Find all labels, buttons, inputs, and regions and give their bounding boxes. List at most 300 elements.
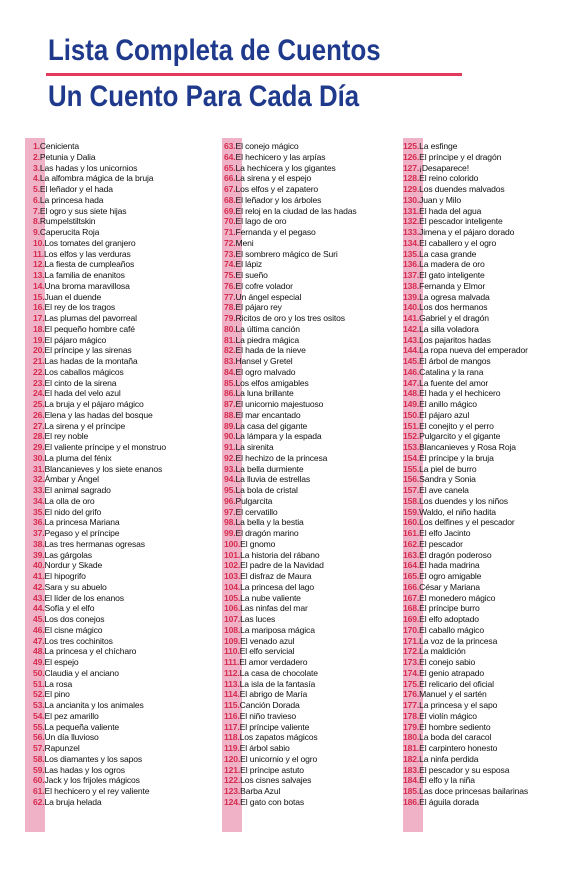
story-title: Un ángel especial <box>235 291 302 302</box>
story-item <box>403 324 563 335</box>
story-item <box>224 184 397 195</box>
story-number: 170. <box>403 624 420 635</box>
story-title: Gabriel y el dragón <box>419 313 489 323</box>
story-title: La bella durmiente <box>235 463 304 474</box>
story-title: La madera de oro <box>419 259 485 270</box>
story-title: La piedra mágica <box>235 334 300 345</box>
story-item <box>33 700 200 711</box>
story-number: 48. <box>33 646 45 657</box>
story-item <box>224 689 397 700</box>
story-item <box>403 378 563 389</box>
story-item <box>224 195 397 206</box>
story-title: Rapunzel <box>44 743 80 753</box>
story-title: El leñador y los árboles <box>235 194 322 205</box>
story-item <box>33 227 200 238</box>
story-title: El gato inteligente <box>419 270 485 280</box>
story-number: 165. <box>403 571 420 581</box>
story-item <box>403 410 563 421</box>
story-number: 133. <box>403 227 420 237</box>
story-title: El conejo sabio <box>419 657 476 667</box>
title-line-2: Un Cuento Para Cada Día <box>48 80 360 113</box>
story-title: Los dos hermanos <box>419 302 488 313</box>
story-item <box>33 582 200 593</box>
story-item <box>403 754 563 765</box>
story-number: 90. <box>224 431 236 442</box>
story-title: La ogresa malvada <box>419 291 490 302</box>
story-item <box>403 184 563 195</box>
story-item <box>33 270 200 281</box>
story-item <box>33 474 200 485</box>
story-number: 182. <box>403 753 420 764</box>
story-number: 155. <box>403 463 420 474</box>
story-title: Jack y los frijoles mágicos <box>44 775 140 786</box>
story-item <box>33 593 200 604</box>
story-number: 142. <box>403 323 420 334</box>
story-title: El hada del agua <box>419 205 482 216</box>
story-number: 52. <box>33 689 45 700</box>
story-number: 132. <box>403 216 420 227</box>
story-title: El conejito y el perro <box>419 420 494 431</box>
story-item <box>224 173 397 184</box>
story-number: 136. <box>403 259 420 270</box>
story-title: El espejo <box>44 657 79 667</box>
story-item <box>33 173 200 184</box>
story-item <box>33 388 200 399</box>
story-item <box>33 786 200 797</box>
story-item <box>403 582 563 593</box>
story-item <box>224 593 397 604</box>
story-number: 30. <box>33 452 45 463</box>
story-title: El monedero mágico <box>419 592 496 603</box>
story-number: 154. <box>403 452 420 463</box>
story-title: El gato con botas <box>240 796 304 807</box>
story-item <box>224 313 397 324</box>
story-title: Los tres cochinitos <box>44 635 113 646</box>
story-number: 3. <box>33 162 40 173</box>
story-number: 171. <box>403 635 420 646</box>
story-number: 115. <box>224 700 240 710</box>
story-item <box>403 388 563 399</box>
story-item <box>403 614 563 625</box>
story-number: 172. <box>403 646 420 657</box>
story-number: 183. <box>403 764 420 775</box>
story-title: La lluvia de estrellas <box>235 474 311 485</box>
story-title: Los caballos mágicos <box>44 366 124 377</box>
story-item <box>224 743 397 754</box>
story-title: Catalina y la rana <box>419 366 484 377</box>
story-item <box>33 636 200 647</box>
story-number: 64. <box>224 151 236 162</box>
story-item <box>33 775 200 786</box>
story-number: 59. <box>33 764 45 775</box>
story-title: La bruja helada <box>44 796 102 807</box>
story-title: El cervatillo <box>235 506 278 517</box>
story-title: La casa grande <box>419 248 477 259</box>
story-title: El príncipe burro <box>419 603 480 614</box>
story-number: 72. <box>224 237 236 248</box>
story-item <box>33 732 200 743</box>
story-title: La fuente del amor <box>419 377 489 388</box>
story-title: El hombre sediento <box>419 721 491 732</box>
story-item <box>403 507 563 518</box>
story-number: 128. <box>403 173 420 184</box>
story-item <box>403 560 563 571</box>
story-item <box>33 324 200 335</box>
story-item <box>224 367 397 378</box>
story-item <box>403 141 563 152</box>
story-number: 113. <box>224 678 240 689</box>
story-number: 131. <box>403 205 420 216</box>
story-number: 42. <box>33 581 45 592</box>
story-title: El animal sagrado <box>44 485 111 495</box>
story-item <box>224 582 397 593</box>
story-item <box>403 496 563 507</box>
story-item <box>403 539 563 550</box>
story-number: 135. <box>403 248 420 259</box>
story-number: 69. <box>224 205 236 216</box>
story-item <box>403 335 563 346</box>
story-number: 122. <box>224 775 241 786</box>
story-title: El pequeño hombre café <box>44 323 135 334</box>
story-number: 177. <box>403 700 420 710</box>
story-item <box>33 356 200 367</box>
story-number: 21. <box>33 356 45 366</box>
story-number: 112. <box>224 667 240 678</box>
story-title: La princesa y el sapo <box>419 700 498 710</box>
story-item <box>403 216 563 227</box>
story-item <box>403 302 563 313</box>
story-title: El elfo adoptado <box>419 614 479 624</box>
story-title: El elfo Jacinto <box>419 528 471 538</box>
story-title: El violín mágico <box>419 710 477 721</box>
story-item <box>403 668 563 679</box>
story-item <box>403 399 563 410</box>
story-title: El príncipe y la bruja <box>419 452 494 463</box>
story-item <box>224 249 397 260</box>
story-title: Los pajaritos hadas <box>419 334 491 345</box>
story-title: Las tres hermanas ogresas <box>44 538 145 549</box>
story-title: Un día lluvioso <box>44 732 99 743</box>
story-number: 186. <box>403 796 420 807</box>
story-item <box>403 603 563 614</box>
story-number: 7. <box>33 205 40 216</box>
story-item <box>403 797 563 808</box>
story-title: El ogro malvado <box>235 366 296 377</box>
story-item <box>403 249 563 260</box>
story-title: El gnomo <box>240 538 276 549</box>
story-number: 120. <box>224 753 241 764</box>
story-number: 181. <box>403 743 420 753</box>
story-number: 34. <box>33 495 45 506</box>
story-title: Los dos conejos <box>44 614 105 624</box>
story-item <box>33 421 200 432</box>
story-title: Rumpelstiltskin <box>39 216 96 227</box>
story-title: El caballo mágico <box>419 624 484 635</box>
story-number: 24. <box>33 388 45 399</box>
story-item <box>33 216 200 227</box>
story-title: Ricitos de oro y los tres ositos <box>235 313 345 323</box>
story-column-1 <box>25 138 200 832</box>
story-item <box>224 786 397 797</box>
story-item <box>224 625 397 636</box>
story-number: 104. <box>224 581 241 592</box>
story-number: 57. <box>33 743 45 753</box>
story-item <box>33 539 200 550</box>
story-title: El hada de la nieve <box>235 345 306 356</box>
story-number: 83. <box>224 356 236 366</box>
story-number: 89. <box>224 420 236 431</box>
story-item <box>224 603 397 614</box>
story-number: 99. <box>224 528 236 538</box>
story-title: El pino <box>44 689 70 700</box>
story-item <box>403 173 563 184</box>
story-number: 167. <box>403 592 420 603</box>
story-title: La luna brillante <box>235 388 294 399</box>
story-title: La isla de la fantasía <box>239 678 316 689</box>
story-number: 175. <box>403 678 420 689</box>
story-list <box>224 138 397 808</box>
story-item <box>33 238 200 249</box>
story-title: El padre de la Navidad <box>240 560 324 571</box>
story-number: 73. <box>224 248 236 259</box>
story-item <box>224 302 397 313</box>
story-title: El reino colorido <box>419 173 479 184</box>
story-item <box>403 528 563 539</box>
story-title: La olla de oro <box>44 495 95 506</box>
story-item <box>403 313 563 324</box>
story-title: El cinto de la sirena <box>44 377 117 388</box>
story-title: El rey noble <box>44 431 89 442</box>
story-number: 91. <box>224 442 236 452</box>
story-item <box>224 227 397 238</box>
story-title: La pequeña valiente <box>44 721 120 732</box>
story-item <box>33 507 200 518</box>
story-item <box>33 410 200 421</box>
story-number: 23. <box>33 377 45 388</box>
story-title: Claudia y el anciano <box>44 667 119 678</box>
story-item <box>403 765 563 776</box>
story-title: El líder de los enanos <box>44 592 124 603</box>
story-item <box>224 775 397 786</box>
story-title: Pegaso y el príncipe <box>44 528 120 538</box>
story-item <box>224 732 397 743</box>
story-item <box>33 464 200 475</box>
story-number: 101. <box>224 549 241 560</box>
story-title: El hechizo de la princesa <box>235 452 328 463</box>
story-title: El abrigo de María <box>239 689 308 700</box>
story-title: La princesa y el chícharo <box>44 646 137 657</box>
story-number: 114. <box>224 689 240 700</box>
story-item <box>403 152 563 163</box>
story-title: La ninfa perdida <box>419 753 479 764</box>
story-number: 8. <box>33 216 40 227</box>
story-title: La princesa del lago <box>240 581 315 592</box>
story-number: 32. <box>33 474 45 485</box>
story-number: 80. <box>224 323 236 334</box>
story-title: El nido del grifo <box>44 506 102 517</box>
story-item <box>224 431 397 442</box>
story-number: 117. <box>224 721 240 732</box>
story-number: 162. <box>403 538 420 549</box>
story-number: 149. <box>403 399 420 409</box>
story-title: El mar encantado <box>235 409 301 420</box>
story-title: El carpintero honesto <box>419 743 498 753</box>
story-number: 47. <box>33 635 45 646</box>
story-number: 29. <box>33 442 45 452</box>
story-item <box>224 474 397 485</box>
story-item <box>403 485 563 496</box>
story-title: Caperucita Roja <box>39 227 100 237</box>
story-number: 106. <box>224 603 241 614</box>
story-title: La sirena y el príncipe <box>44 420 126 431</box>
story-title: La princesa Mariana <box>44 517 120 528</box>
story-number: 84. <box>224 366 236 377</box>
story-title: El venado azul <box>240 635 295 646</box>
story-number: 31. <box>33 463 45 474</box>
story-number: 164. <box>403 560 420 571</box>
story-number: 18. <box>33 323 45 334</box>
story-item <box>403 195 563 206</box>
story-item <box>403 421 563 432</box>
story-number: 97. <box>224 506 236 517</box>
story-title: El pescador inteligente <box>419 216 503 227</box>
story-number: 157. <box>403 485 420 495</box>
story-item <box>224 141 397 152</box>
story-title: Las hadas de la montaña <box>44 356 138 366</box>
story-number: 37. <box>33 528 45 538</box>
story-number: 138. <box>403 280 420 291</box>
story-title: El valiente príncipe y el monstruo <box>44 442 166 452</box>
story-item <box>224 485 397 496</box>
story-number: 109. <box>224 635 241 646</box>
story-number: 123. <box>224 786 241 796</box>
story-item <box>224 292 397 303</box>
story-title: Los elfos y el zapatero <box>235 184 319 194</box>
story-number: 141. <box>403 313 420 323</box>
story-title: Sofía y el elfo <box>44 603 95 614</box>
story-number: 14. <box>33 280 45 291</box>
story-item <box>33 754 200 765</box>
story-title: Pulgarcita <box>235 495 273 506</box>
story-item <box>403 281 563 292</box>
story-item <box>403 238 563 249</box>
story-title: La princesa hada <box>39 194 104 205</box>
story-item <box>33 302 200 313</box>
story-item <box>224 507 397 518</box>
story-number: 169. <box>403 614 420 624</box>
story-list <box>33 138 200 808</box>
story-item <box>224 399 397 410</box>
story-title: El cofre volador <box>235 280 293 291</box>
story-number: 79. <box>224 313 236 323</box>
story-item <box>33 431 200 442</box>
story-number: 130. <box>403 194 420 205</box>
story-item <box>224 324 397 335</box>
story-title: Elena y las hadas del bosque <box>44 409 153 420</box>
story-number: 88. <box>224 409 236 420</box>
story-item <box>403 711 563 722</box>
story-number: 86. <box>224 388 236 399</box>
story-number: 28. <box>33 431 45 442</box>
story-title: La ropa nueva del emperador <box>419 345 528 356</box>
story-title: Barba Azul <box>240 786 281 796</box>
story-number: 108. <box>224 624 241 635</box>
story-number: 5. <box>33 184 40 194</box>
story-item <box>33 765 200 776</box>
story-item <box>403 625 563 636</box>
story-title: El pez amarillo <box>44 710 99 721</box>
story-title: Petunia y Dalia <box>39 151 96 162</box>
story-item <box>403 700 563 711</box>
story-item <box>33 603 200 614</box>
story-number: 174. <box>403 667 420 678</box>
story-number: 146. <box>403 366 420 377</box>
story-title: El niño travieso <box>239 710 297 721</box>
story-number: 17. <box>33 313 45 323</box>
story-number: 65. <box>224 162 236 173</box>
story-title: La alfombra mágica de la bruja <box>39 173 154 184</box>
story-number: 137. <box>403 270 420 280</box>
story-item <box>33 281 200 292</box>
story-item <box>403 517 563 528</box>
story-number: 1. <box>33 141 40 151</box>
story-number: 56. <box>33 732 45 743</box>
story-item <box>403 453 563 464</box>
story-item <box>403 743 563 754</box>
story-number: 143. <box>403 334 420 345</box>
story-number: 100. <box>224 538 241 549</box>
story-title: El águila dorada <box>419 796 479 807</box>
story-item <box>33 378 200 389</box>
story-title: Hansel y Gretel <box>235 356 293 366</box>
story-title: El príncipe astuto <box>240 764 304 775</box>
story-number: 55. <box>33 721 45 732</box>
story-title: La mariposa mágica <box>240 624 315 635</box>
story-item <box>224 163 397 174</box>
story-number: 96. <box>224 495 236 506</box>
story-number: 6. <box>33 194 40 205</box>
story-item <box>33 206 200 217</box>
story-title: El hechicero y el rey valiente <box>44 786 150 796</box>
story-title: Los duendes malvados <box>419 184 505 194</box>
story-number: 62. <box>33 796 45 807</box>
story-number: 38. <box>33 538 45 549</box>
story-number: 58. <box>33 753 45 764</box>
story-title: El genio atrapado <box>419 667 484 678</box>
story-column-3 <box>403 138 563 832</box>
story-title: La silla voladora <box>419 323 479 334</box>
story-title: La casa del gigante <box>235 420 308 431</box>
story-number: 27. <box>33 420 45 431</box>
title-divider <box>46 73 462 76</box>
story-number: 95. <box>224 485 236 495</box>
story-title: La historia del rábano <box>240 549 320 560</box>
story-title: El reloj en la ciudad de las hadas <box>235 205 357 216</box>
story-number: 45. <box>33 614 45 624</box>
story-item <box>33 485 200 496</box>
story-title: El hada madrina <box>419 560 480 571</box>
story-item <box>33 528 200 539</box>
story-number: 53. <box>33 700 45 710</box>
story-title: Los diamantes y los sapos <box>44 753 143 764</box>
story-number: 180. <box>403 732 420 743</box>
story-item <box>224 152 397 163</box>
story-item <box>403 571 563 582</box>
story-item <box>224 614 397 625</box>
story-item <box>224 539 397 550</box>
story-item <box>33 141 200 152</box>
story-number: 66. <box>224 173 236 184</box>
